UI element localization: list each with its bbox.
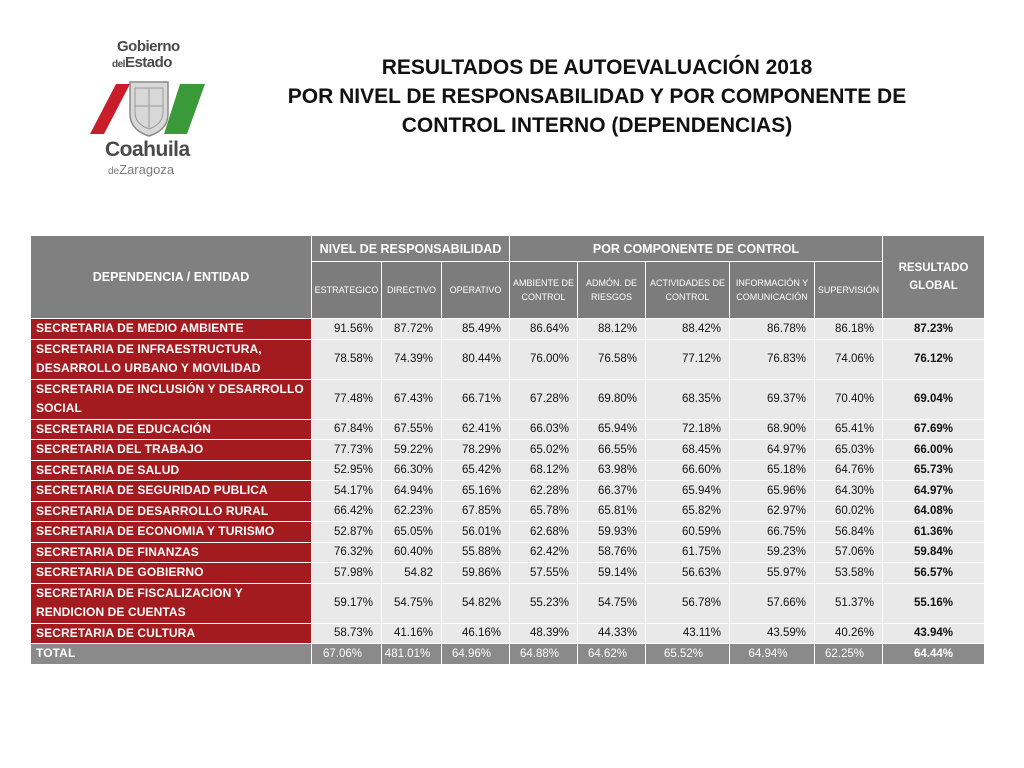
dependency-name: SECRETARIA DE SALUD xyxy=(31,460,312,481)
logo-text-gobierno: Gobierno xyxy=(117,38,180,55)
total-value-cell: 64.94% xyxy=(730,644,815,665)
total-value-cell: 67.06% xyxy=(312,644,382,665)
total-row xyxy=(31,644,985,665)
value-cell: 85.49% xyxy=(442,319,510,340)
value-cell: 77.12% xyxy=(646,339,730,379)
value-cell: 59.14% xyxy=(578,563,646,584)
subheader-0: ESTRATEGICO xyxy=(312,262,382,319)
table-row xyxy=(31,379,985,419)
value-cell: 56.78% xyxy=(646,583,730,623)
value-cell: 62.23% xyxy=(382,501,442,522)
value-cell: 57.55% xyxy=(510,563,578,584)
value-cell: 66.30% xyxy=(382,460,442,481)
value-cell: 78.29% xyxy=(442,440,510,461)
value-cell: 43.11% xyxy=(646,623,730,644)
value-cell: 59.86% xyxy=(442,563,510,584)
value-cell: 48.39% xyxy=(510,623,578,644)
value-cell: 55.23% xyxy=(510,583,578,623)
value-cell: 74.06% xyxy=(815,339,883,379)
value-cell: 65.82% xyxy=(646,501,730,522)
total-value-cell: 64.62% xyxy=(578,644,646,665)
value-cell: 62.42% xyxy=(510,542,578,563)
value-cell: 64.30% xyxy=(815,481,883,502)
subheader-3: AMBIENTE DE CONTROL xyxy=(510,262,578,319)
logo-text-del: del xyxy=(112,59,125,70)
value-cell: 66.42% xyxy=(312,501,382,522)
value-cell: 67.43% xyxy=(382,379,442,419)
subheader-6: INFORMACIÓN Y COMUNICACIÓN xyxy=(730,262,815,319)
title-line-1: RESULTADOS DE AUTOEVALUACIÓN 2018 xyxy=(381,56,813,79)
value-cell: 86.18% xyxy=(815,319,883,340)
logo-text-del-estado xyxy=(112,54,172,71)
global-result-cell: 65.73% xyxy=(883,460,985,481)
table-row xyxy=(31,460,985,481)
value-cell: 56.01% xyxy=(442,522,510,543)
global-result-cell: 76.12% xyxy=(883,339,985,379)
value-cell: 52.95% xyxy=(312,460,382,481)
value-cell: 68.35% xyxy=(646,379,730,419)
value-cell: 43.59% xyxy=(730,623,815,644)
subheader-5: ACTIVIDADES DE CONTROL xyxy=(646,262,730,319)
value-cell: 65.41% xyxy=(815,419,883,440)
dependency-name: SECRETARIA DE CULTURA xyxy=(31,623,312,644)
value-cell: 72.18% xyxy=(646,419,730,440)
table-row xyxy=(31,501,985,522)
value-cell: 77.73% xyxy=(312,440,382,461)
value-cell: 64.76% xyxy=(815,460,883,481)
header-dependencia: DEPENDENCIA / ENTIDAD xyxy=(31,236,312,319)
global-result-cell: 55.16% xyxy=(883,583,985,623)
value-cell: 65.02% xyxy=(510,440,578,461)
value-cell: 41.16% xyxy=(382,623,442,644)
dependency-name: SECRETARIA DE INCLUSIÓN Y DESARROLLO SOCIAL xyxy=(31,379,312,419)
global-result-cell: 69.04% xyxy=(883,379,985,419)
value-cell: 88.42% xyxy=(646,319,730,340)
value-cell: 58.73% xyxy=(312,623,382,644)
dependency-name: SECRETARIA DE EDUCACIÓN xyxy=(31,419,312,440)
value-cell: 78.58% xyxy=(312,339,382,379)
subheader-4: ADMÓN. DE RIESGOS xyxy=(578,262,646,319)
table-row xyxy=(31,339,985,379)
value-cell: 60.40% xyxy=(382,542,442,563)
header-resultado-global: RESULTADO GLOBAL xyxy=(883,236,985,319)
header-nivel-responsabilidad: NIVEL DE RESPONSABILIDAD xyxy=(312,236,510,262)
total-value-cell: 65.52% xyxy=(646,644,730,665)
value-cell: 66.55% xyxy=(578,440,646,461)
subheader-1: DIRECTIVO xyxy=(382,262,442,319)
value-cell: 88.12% xyxy=(578,319,646,340)
global-result-cell: 61.36% xyxy=(883,522,985,543)
value-cell: 68.12% xyxy=(510,460,578,481)
total-value-cell: 481.01% xyxy=(382,644,442,665)
value-cell: 64.94% xyxy=(382,481,442,502)
value-cell: 76.32% xyxy=(312,542,382,563)
value-cell: 40.26% xyxy=(815,623,883,644)
value-cell: 60.59% xyxy=(646,522,730,543)
value-cell: 76.58% xyxy=(578,339,646,379)
results-table xyxy=(30,235,985,665)
value-cell: 53.58% xyxy=(815,563,883,584)
value-cell: 56.63% xyxy=(646,563,730,584)
value-cell: 66.03% xyxy=(510,419,578,440)
table-row xyxy=(31,419,985,440)
value-cell: 86.64% xyxy=(510,319,578,340)
value-cell: 67.28% xyxy=(510,379,578,419)
value-cell: 80.44% xyxy=(442,339,510,379)
value-cell: 61.75% xyxy=(646,542,730,563)
dependency-name: SECRETARIA DE SEGURIDAD PUBLICA xyxy=(31,481,312,502)
value-cell: 66.71% xyxy=(442,379,510,419)
global-result-cell: 43.94% xyxy=(883,623,985,644)
value-cell: 65.78% xyxy=(510,501,578,522)
value-cell: 65.96% xyxy=(730,481,815,502)
subheader-2: OPERATIVO xyxy=(442,262,510,319)
table-row xyxy=(31,319,985,340)
value-cell: 64.97% xyxy=(730,440,815,461)
value-cell: 51.37% xyxy=(815,583,883,623)
value-cell: 65.16% xyxy=(442,481,510,502)
table-row xyxy=(31,583,985,623)
value-cell: 69.37% xyxy=(730,379,815,419)
value-cell: 91.56% xyxy=(312,319,382,340)
total-value-cell: 64.96% xyxy=(442,644,510,665)
value-cell: 60.02% xyxy=(815,501,883,522)
total-global-cell: 64.44% xyxy=(883,644,985,665)
global-result-cell: 56.57% xyxy=(883,563,985,584)
logo-text-coahuila: Coahuila xyxy=(105,138,190,161)
value-cell: 66.75% xyxy=(730,522,815,543)
value-cell: 56.84% xyxy=(815,522,883,543)
logo-text-de-zaragoza xyxy=(108,162,174,177)
title-line-2: POR NIVEL DE RESPONSABILIDAD Y POR COMPONENTE DE xyxy=(287,85,907,108)
value-cell: 59.93% xyxy=(578,522,646,543)
coahuila-logo xyxy=(90,38,205,180)
dependency-name: SECRETARIA DE MEDIO AMBIENTE xyxy=(31,319,312,340)
value-cell: 62.68% xyxy=(510,522,578,543)
header-componente-control: POR COMPONENTE DE CONTROL xyxy=(510,236,883,262)
value-cell: 76.00% xyxy=(510,339,578,379)
value-cell: 77.48% xyxy=(312,379,382,419)
value-cell: 65.94% xyxy=(578,419,646,440)
value-cell: 54.75% xyxy=(578,583,646,623)
value-cell: 46.16% xyxy=(442,623,510,644)
value-cell: 87.72% xyxy=(382,319,442,340)
dependency-name: SECRETARIA DE DESARROLLO RURAL xyxy=(31,501,312,522)
value-cell: 54.75% xyxy=(382,583,442,623)
value-cell: 65.03% xyxy=(815,440,883,461)
total-label: TOTAL xyxy=(31,644,312,665)
value-cell: 66.60% xyxy=(646,460,730,481)
value-cell: 44.33% xyxy=(578,623,646,644)
value-cell: 74.39% xyxy=(382,339,442,379)
logo-text-zaragoza: Zaragoza xyxy=(119,162,175,177)
dependency-name: SECRETARIA DE FINANZAS xyxy=(31,542,312,563)
value-cell: 62.41% xyxy=(442,419,510,440)
value-cell: 57.06% xyxy=(815,542,883,563)
global-result-cell: 66.00% xyxy=(883,440,985,461)
table-row xyxy=(31,481,985,502)
value-cell: 67.84% xyxy=(312,419,382,440)
dependency-name: SECRETARIA DE INFRAESTRUCTURA, DESARROLLO URBANO Y MOVILIDAD xyxy=(31,339,312,379)
value-cell: 86.78% xyxy=(730,319,815,340)
table-row xyxy=(31,563,985,584)
value-cell: 76.83% xyxy=(730,339,815,379)
global-result-cell: 59.84% xyxy=(883,542,985,563)
value-cell: 67.55% xyxy=(382,419,442,440)
page-title xyxy=(262,53,932,140)
table-row xyxy=(31,623,985,644)
value-cell: 65.42% xyxy=(442,460,510,481)
value-cell: 52.87% xyxy=(312,522,382,543)
value-cell: 55.97% xyxy=(730,563,815,584)
value-cell: 67.85% xyxy=(442,501,510,522)
value-cell: 62.97% xyxy=(730,501,815,522)
value-cell: 65.81% xyxy=(578,501,646,522)
value-cell: 54.82 xyxy=(382,563,442,584)
table-row xyxy=(31,522,985,543)
value-cell: 68.90% xyxy=(730,419,815,440)
value-cell: 59.22% xyxy=(382,440,442,461)
value-cell: 66.37% xyxy=(578,481,646,502)
dependency-name: SECRETARIA DE GOBIERNO xyxy=(31,563,312,584)
value-cell: 55.88% xyxy=(442,542,510,563)
dependency-name: SECRETARIA DEL TRABAJO xyxy=(31,440,312,461)
global-result-cell: 64.08% xyxy=(883,501,985,522)
value-cell: 59.17% xyxy=(312,583,382,623)
coat-of-arms-emblem xyxy=(90,74,205,138)
logo-text-estado: Estado xyxy=(124,54,172,71)
global-result-cell: 87.23% xyxy=(883,319,985,340)
value-cell: 54.82% xyxy=(442,583,510,623)
value-cell: 70.40% xyxy=(815,379,883,419)
title-line-3: CONTROL INTERNO (DEPENDENCIAS) xyxy=(401,114,793,137)
value-cell: 63.98% xyxy=(578,460,646,481)
dependency-name: SECRETARIA DE FISCALIZACION Y RENDICION DE CUENTAS xyxy=(31,583,312,623)
dependency-name: SECRETARIA DE ECONOMIA Y TURISMO xyxy=(31,522,312,543)
total-value-cell: 62.25% xyxy=(815,644,883,665)
value-cell: 65.18% xyxy=(730,460,815,481)
subheader-7: SUPERVISIÓN xyxy=(815,262,883,319)
value-cell: 65.05% xyxy=(382,522,442,543)
total-value-cell: 64.88% xyxy=(510,644,578,665)
table-row xyxy=(31,440,985,461)
value-cell: 69.80% xyxy=(578,379,646,419)
value-cell: 62.28% xyxy=(510,481,578,502)
value-cell: 68.45% xyxy=(646,440,730,461)
global-result-cell: 64.97% xyxy=(883,481,985,502)
value-cell: 65.94% xyxy=(646,481,730,502)
value-cell: 57.66% xyxy=(730,583,815,623)
value-cell: 59.23% xyxy=(730,542,815,563)
value-cell: 57.98% xyxy=(312,563,382,584)
global-result-cell: 67.69% xyxy=(883,419,985,440)
value-cell: 58.76% xyxy=(578,542,646,563)
logo-text-de: de xyxy=(108,166,120,177)
table-row xyxy=(31,542,985,563)
value-cell: 54.17% xyxy=(312,481,382,502)
